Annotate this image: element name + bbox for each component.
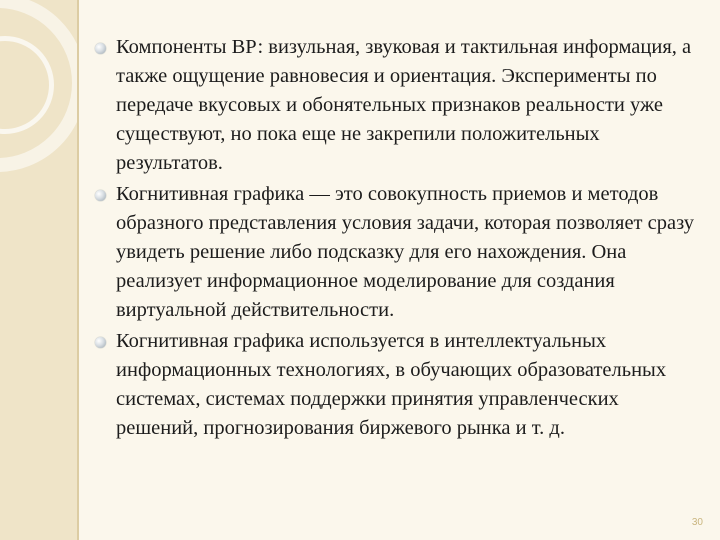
bullet-text-2: Когнитивная графика — это совокупность приемов и методов образного представления условия задачи, которая позволяет сразу увидеть решение либо подсказку для его нахождения. Она реализует информационное моделирование для создания виртуальной действительности.	[116, 183, 694, 321]
bullet-item-3	[95, 327, 703, 443]
bullet-text-3: Когнитивная графика используется в интеллектуальных информационных технологиях, в обучающих образовательных системах, системах поддержки принятия управленческих решений, прогнозирования биржевого рынка и т. д.	[116, 330, 667, 439]
bullet-item-1	[95, 33, 703, 178]
bullet-dot-icon	[95, 43, 106, 54]
bullet-item-2	[95, 180, 703, 325]
bullet-dot-icon	[95, 190, 106, 201]
bullet-text-1: Компоненты ВР: визульная, звуковая и тактильная информация, а также ощущение равновесия и ориентация. Эксперименты по передаче вкусовых и обонятельных признаков реальности уже существуют, но пока еще не закрепили положительных результатов.	[116, 36, 692, 174]
slide-content	[95, 33, 703, 445]
page-number: 30	[691, 517, 703, 528]
bullet-dot-icon	[95, 337, 106, 348]
decorative-side-panel	[0, 0, 77, 540]
side-divider	[77, 0, 79, 540]
bullet-list	[95, 33, 703, 443]
